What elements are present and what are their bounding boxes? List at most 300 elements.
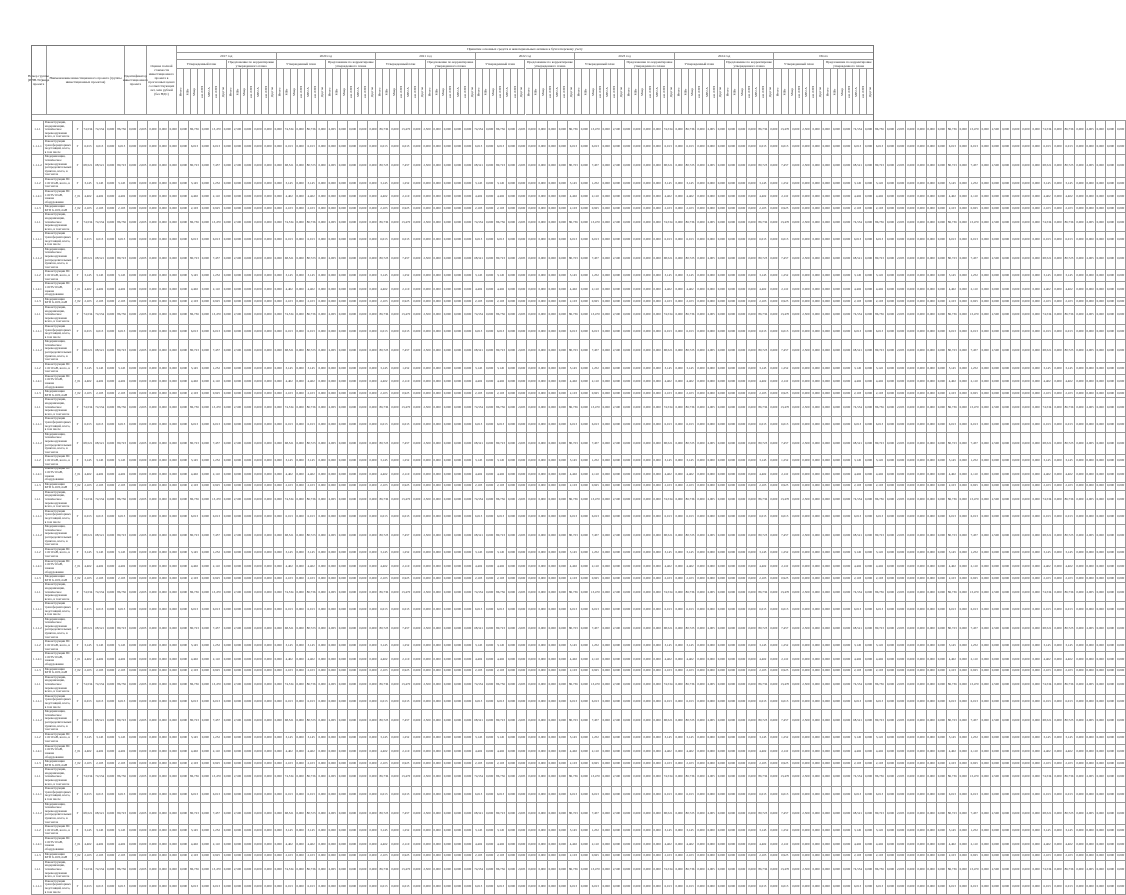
value-cell: 0,000 (811, 602, 821, 617)
value-cell: 3,145 (283, 825, 295, 837)
value-cell: 0,000 (168, 282, 178, 297)
value-cell: 0,000 (1075, 155, 1085, 178)
value-cell: 13,470 (779, 305, 791, 324)
value-cell: 6,013 (473, 232, 485, 247)
value-cell: 0,000 (601, 297, 611, 305)
value-cell: 0,000 (747, 482, 757, 490)
value-cell: 80,723 (378, 710, 390, 733)
value-cell: 0,000 (747, 139, 757, 154)
value-cell: 7,457 (779, 617, 791, 640)
value-cell: Г (73, 640, 82, 652)
value-cell: 13,470 (210, 490, 222, 509)
value-cell: 4,402 (757, 559, 769, 574)
header-measure-col: км ЛЭП (661, 69, 668, 115)
value-cell: 3,145 (283, 177, 295, 189)
value-cell: 0,000 (958, 177, 968, 189)
value-cell: 0,000 (1000, 640, 1010, 652)
value-cell: 0,000 (106, 640, 116, 652)
value-cell: 0,000 (906, 324, 916, 339)
value-cell: 0,000 (737, 417, 747, 432)
value-cell: 0,000 (422, 362, 432, 374)
value-cell: 0,000 (148, 305, 158, 324)
value-cell: 68,521 (473, 340, 485, 363)
value-cell: 2,103 (495, 482, 507, 490)
value-cell: 0,000 (432, 509, 442, 524)
value-cell: 0,000 (148, 559, 158, 574)
value-cell: 0,000 (769, 374, 779, 389)
value-cell: 0,000 (463, 482, 473, 490)
value-cell: 0,000 (1021, 732, 1031, 744)
value-cell: 0,000 (1105, 490, 1115, 509)
value-cell: 0,000 (432, 282, 442, 297)
value-cell: 0,000 (611, 232, 621, 247)
value-cell: 0,000 (178, 509, 188, 524)
value-cell: 6,013 (82, 694, 94, 709)
value-cell: 3,145 (852, 362, 864, 374)
value-cell: 0,000 (791, 525, 801, 548)
value-cell: 2,110 (589, 467, 601, 482)
value-cell: 0,000 (611, 559, 621, 574)
value-cell: 0,000 (442, 205, 452, 213)
value-cell: 0,000 (390, 825, 400, 837)
value-cell: 0,000 (253, 189, 263, 204)
value-cell: 4,402 (82, 374, 94, 389)
value-cell: 0,000 (696, 575, 706, 583)
value-cell: 7,457 (779, 802, 791, 825)
value-cell: 0,000 (1031, 247, 1041, 270)
value-cell: 0,000 (601, 362, 611, 374)
value-cell: 0,000 (1116, 482, 1126, 490)
value-cell: 0,000 (222, 547, 232, 559)
value-cell: Г (73, 305, 82, 324)
value-cell: 0,000 (726, 213, 736, 232)
value-cell: 0,000 (200, 760, 210, 768)
value-cell: 0,000 (337, 305, 347, 324)
value-cell: 0,000 (1105, 305, 1115, 324)
value-cell: 0,000 (1085, 602, 1095, 617)
value-cell: 0,000 (926, 482, 936, 490)
value-cell: 0,000 (611, 547, 621, 559)
value-cell: 80,723 (946, 617, 958, 640)
value-cell: 0,000 (358, 121, 368, 140)
value-cell: 0,000 (841, 710, 851, 733)
value-cell: 68,521 (1041, 802, 1053, 825)
value-cell: 0,000 (484, 270, 494, 282)
value-cell: 0,000 (896, 825, 906, 837)
value-cell: 0,000 (222, 270, 232, 282)
value-cell: 0,000 (168, 837, 178, 852)
value-cell: 0,000 (317, 509, 327, 524)
value-cell: 0,000 (652, 232, 662, 247)
value-cell: 0,000 (906, 432, 916, 455)
value-cell: 0,000 (232, 559, 242, 574)
value-cell: 2,103 (283, 205, 295, 213)
value-cell: 0,000 (327, 787, 337, 802)
value-cell: 0,000 (148, 760, 158, 768)
value-cell: 80,723 (305, 340, 317, 363)
value-cell: 0,000 (327, 744, 337, 759)
value-cell: 0,000 (906, 482, 916, 490)
value-cell: 0,000 (368, 340, 378, 363)
value-cell: 1.1.3 (32, 205, 44, 213)
value-cell: 6,013 (779, 694, 791, 709)
value-cell: 3,145 (852, 177, 864, 189)
value-cell: 0,000 (557, 575, 567, 583)
value-cell: 6,013 (757, 787, 769, 802)
value-cell: 6,013 (473, 509, 485, 524)
value-cell: 2,500 (990, 525, 1000, 548)
value-cell: 0,000 (769, 467, 779, 482)
value-cell: 0,000 (148, 432, 158, 455)
value-cell: 0,000 (127, 121, 137, 140)
value-cell: 0,000 (674, 802, 684, 825)
value-cell: 0,000 (368, 232, 378, 247)
value-cell: 2,103 (283, 667, 295, 675)
value-cell: 2,103 (1063, 390, 1075, 398)
value-cell: 74,534 (473, 305, 485, 324)
value-cell: 74,534 (94, 305, 106, 324)
value-cell: 0,000 (232, 732, 242, 744)
value-cell: 0,000 (527, 390, 537, 398)
value-cell: 80,723 (567, 247, 579, 270)
value-cell: 0,000 (295, 559, 305, 574)
value-cell: 0,000 (178, 825, 188, 837)
value-cell: 0,000 (926, 398, 936, 417)
value-cell: 0,000 (200, 652, 210, 667)
value-cell: 0,000 (1116, 390, 1126, 398)
value-cell: 0,000 (980, 398, 990, 417)
value-cell: 3,145 (305, 362, 317, 374)
value-cell: 0,000 (1105, 802, 1115, 825)
value-cell: 2,103 (305, 205, 317, 213)
value-cell: 0,000 (821, 398, 831, 417)
value-cell: 0,000 (222, 732, 232, 744)
value-cell: 0,000 (452, 640, 462, 652)
value-cell: 0,000 (390, 432, 400, 455)
value-cell: 0,000 (347, 482, 357, 490)
value-cell: 0,000 (841, 155, 851, 178)
value-cell: 0,000 (1095, 787, 1105, 802)
value-cell: 86,736 (567, 768, 579, 787)
value-cell: 2,103 (567, 575, 579, 583)
value-cell: 0,000 (906, 417, 916, 432)
value-cell: 0,000 (547, 802, 557, 825)
value-cell: 0,000 (936, 362, 946, 374)
value-cell: 0,000 (273, 189, 283, 204)
value-cell: 0,000 (484, 787, 494, 802)
value-cell: 0,000 (642, 467, 652, 482)
table-row (32, 155, 1126, 178)
value-cell: 2,103 (852, 205, 864, 213)
value-cell: 0,000 (127, 417, 137, 432)
value-cell: 0,000 (841, 640, 851, 652)
value-cell: 2,005 (896, 305, 906, 324)
value-cell: 0,000 (1011, 602, 1021, 617)
value-cell: 0,000 (737, 121, 747, 140)
value-cell: 0,000 (1116, 189, 1126, 204)
value-cell: 3,145 (874, 825, 886, 837)
value-cell: 0,000 (484, 547, 494, 559)
value-cell: 74,534 (852, 121, 864, 140)
value-cell: 0,000 (432, 232, 442, 247)
value-cell: 0,000 (811, 744, 821, 759)
value-cell: 80,723 (495, 155, 507, 178)
value-cell: 2,103 (684, 575, 696, 583)
value-cell: 2,500 (801, 305, 811, 324)
value-cell: 6,013 (662, 509, 674, 524)
value-cell: 0,000 (737, 455, 747, 467)
value-cell: 0,000 (232, 189, 242, 204)
value-cell: 0,000 (347, 547, 357, 559)
value-cell: 0,000 (896, 177, 906, 189)
value-cell: 0,000 (747, 155, 757, 178)
value-cell: 0,000 (980, 640, 990, 652)
value-cell: 2,500 (611, 155, 621, 178)
value-cell: 6,013 (210, 509, 222, 524)
value-cell: 2,103 (946, 205, 958, 213)
value-cell: 0,000 (1053, 155, 1063, 178)
value-cell: 0,000 (769, 583, 779, 602)
value-cell: 0,000 (896, 362, 906, 374)
value-cell: 0,000 (811, 417, 821, 432)
value-cell: 0,000 (106, 559, 116, 574)
value-cell: 1.1.1.2 (32, 247, 44, 270)
value-cell: 0,000 (579, 837, 589, 852)
value-cell: 2,103 (283, 482, 295, 490)
value-cell: 3,145 (1063, 732, 1075, 744)
value-cell: 0,000 (347, 398, 357, 417)
value-cell: 0,000 (422, 282, 432, 297)
value-cell: 4,402 (305, 837, 317, 852)
value-cell: 0,000 (791, 362, 801, 374)
value-cell: 0,000 (811, 340, 821, 363)
value-cell: 6,013 (116, 509, 128, 524)
value-cell: 0,000 (906, 559, 916, 574)
value-cell: 68,521 (473, 802, 485, 825)
value-cell: 0,000 (432, 121, 442, 140)
value-cell: 6,013 (589, 324, 601, 339)
value-cell: 0,000 (1085, 575, 1095, 583)
value-cell: 0,000 (726, 232, 736, 247)
value-cell: 74,534 (662, 768, 674, 787)
value-cell: 74,534 (283, 398, 295, 417)
value-cell: 0,000 (432, 398, 442, 417)
value-cell: 0,000 (527, 583, 537, 602)
value-cell: 2,500 (422, 305, 432, 324)
value-cell: 4,402 (946, 467, 958, 482)
value-cell: 0,000 (611, 270, 621, 282)
value-cell: 0,000 (831, 525, 841, 548)
value-cell: 2,110 (400, 374, 412, 389)
value-cell: 0,000 (896, 467, 906, 482)
value-cell: 0,000 (769, 282, 779, 297)
value-cell: 0,000 (716, 547, 726, 559)
value-cell: 0,000 (1095, 583, 1105, 602)
value-cell: 0,000 (232, 455, 242, 467)
value-cell: 0,000 (358, 305, 368, 324)
value-cell: 1.1.2 (32, 177, 44, 189)
value-cell: 0,000 (463, 155, 473, 178)
value-cell: 0,000 (1021, 667, 1031, 675)
value-cell: 0,000 (936, 398, 946, 417)
value-cell: 0,000 (537, 787, 547, 802)
value-cell: 4,402 (1041, 282, 1053, 297)
value-cell: 2,005 (517, 768, 527, 787)
value-cell: 0,925 (779, 575, 791, 583)
value-cell: 1,252 (400, 177, 412, 189)
value-cell: 0,000 (273, 768, 283, 787)
value-cell: 0,000 (1021, 417, 1031, 432)
value-cell: 0,000 (1105, 602, 1115, 617)
value-cell: 0,000 (452, 305, 462, 324)
value-cell: 0,000 (1105, 155, 1115, 178)
value-cell: 0,000 (337, 340, 347, 363)
value-cell: 0,000 (243, 825, 253, 837)
value-cell: 0,000 (253, 732, 263, 744)
value-cell: 0,000 (906, 374, 916, 389)
value-cell: 0,000 (327, 732, 337, 744)
value-cell: 3,145 (82, 455, 94, 467)
value-cell: 0,000 (632, 744, 642, 759)
value-cell: 0,000 (178, 189, 188, 204)
value-cell: 0,000 (696, 768, 706, 787)
value-cell: 0,000 (726, 282, 736, 297)
value-cell: 2,005 (138, 583, 148, 602)
value-cell: 0,000 (506, 652, 516, 667)
value-cell: 2,103 (852, 667, 864, 675)
value-cell: 0,000 (601, 490, 611, 509)
value-cell: 0,000 (622, 398, 632, 417)
value-cell: 0,000 (1031, 482, 1041, 490)
value-cell: 4,402 (116, 374, 128, 389)
value-cell: 0,000 (696, 374, 706, 389)
value-cell: 1.1.1 (32, 583, 44, 602)
value-cell: 0,000 (347, 490, 357, 509)
value-cell: 0,000 (632, 787, 642, 802)
value-cell: 0,000 (726, 652, 736, 667)
value-cell: 0,000 (506, 189, 516, 204)
value-cell: 0,000 (158, 455, 168, 467)
table-row (32, 362, 1126, 374)
value-cell: 0,000 (317, 490, 327, 509)
value-cell: 0,000 (537, 675, 547, 694)
value-cell: 68,521 (82, 432, 94, 455)
value-cell: 0,000 (358, 768, 368, 787)
value-cell: 0,000 (1031, 617, 1041, 640)
value-cell: 0,000 (148, 837, 158, 852)
value-cell: 6,013 (852, 324, 864, 339)
value-cell: 7,457 (968, 802, 980, 825)
header-measure-col: Другое (369, 69, 376, 115)
value-cell: 0,000 (726, 732, 736, 744)
value-cell: 0,000 (295, 297, 305, 305)
value-cell: 0,000 (863, 640, 873, 652)
value-cell: 2,103 (852, 760, 864, 768)
value-cell: 0,000 (885, 305, 895, 324)
value-cell: 2,103 (1041, 297, 1053, 305)
value-cell: 0,000 (432, 490, 442, 509)
value-cell: 0,000 (1116, 305, 1126, 324)
value-cell: 0,000 (537, 374, 547, 389)
value-cell: 0,000 (726, 374, 736, 389)
value-cell: 6,013 (116, 694, 128, 709)
value-cell: 86,736 (757, 768, 769, 787)
value-cell: 0,000 (138, 139, 148, 154)
value-cell: 0,000 (138, 362, 148, 374)
value-cell: 0,000 (706, 270, 716, 282)
table-row (32, 467, 1126, 482)
value-cell: 0,000 (696, 232, 706, 247)
value-cell: 0,000 (980, 362, 990, 374)
value-cell: 68,521 (662, 340, 674, 363)
value-cell: 0,000 (517, 652, 527, 667)
value-cell: 0,000 (200, 455, 210, 467)
value-cell: 0,000 (317, 694, 327, 709)
value-cell: 0,000 (601, 432, 611, 455)
value-cell: 7,457 (779, 525, 791, 548)
value-cell: 0,000 (696, 525, 706, 548)
value-cell: 0,000 (358, 455, 368, 467)
value-cell: 0,000 (527, 768, 537, 787)
value-cell: 0,000 (168, 432, 178, 455)
value-cell: 0,000 (442, 374, 452, 389)
value-cell: 0,000 (368, 525, 378, 548)
value-cell: 0,000 (106, 455, 116, 467)
value-cell: 0,000 (1095, 139, 1105, 154)
value-cell: 0,000 (652, 525, 662, 548)
value-cell: 6,013 (283, 509, 295, 524)
value-cell: 0,000 (601, 467, 611, 482)
value-cell: 0,000 (601, 455, 611, 467)
value-cell: 86,736 (495, 768, 507, 787)
value-cell: 0,000 (642, 768, 652, 787)
value-cell: 2,103 (378, 482, 390, 490)
value-cell: 0,000 (706, 362, 716, 374)
value-cell: 0,000 (463, 559, 473, 574)
value-cell: 0,000 (801, 667, 811, 675)
value-cell: 1.1.1 (32, 121, 44, 140)
value-cell: 0,000 (412, 282, 422, 297)
header-measure-col: МВ×А (454, 69, 461, 115)
value-cell: 0,000 (801, 825, 811, 837)
value-cell: 0,000 (368, 732, 378, 744)
value-cell: 0,000 (390, 667, 400, 675)
value-cell: 0,000 (726, 744, 736, 759)
value-cell: 0,000 (980, 213, 990, 232)
value-cell: 6,013 (82, 509, 94, 524)
value-cell: 0,000 (611, 744, 621, 759)
value-cell: 0,000 (484, 710, 494, 733)
header-measure-col: км ЛЭП (860, 69, 867, 115)
value-cell: 0,000 (358, 787, 368, 802)
value-cell: 0,000 (432, 640, 442, 652)
value-cell: 6,013 (1041, 787, 1053, 802)
value-cell: 2,110 (779, 744, 791, 759)
value-cell: 0,000 (601, 155, 611, 178)
value-cell: 0,000 (737, 667, 747, 675)
value-cell: 0,000 (811, 694, 821, 709)
value-cell: 0,000 (579, 390, 589, 398)
value-cell: 0,000 (936, 744, 946, 759)
value-cell: 0,000 (1075, 417, 1085, 432)
value-cell: 0,000 (158, 390, 168, 398)
value-cell: 0,000 (716, 825, 726, 837)
header-measure-col: МВт (582, 69, 589, 115)
value-cell: 0,000 (1075, 232, 1085, 247)
value-cell: J_02 (73, 297, 82, 305)
value-cell: 0,000 (412, 559, 422, 574)
value-cell: 13,470 (968, 398, 980, 417)
